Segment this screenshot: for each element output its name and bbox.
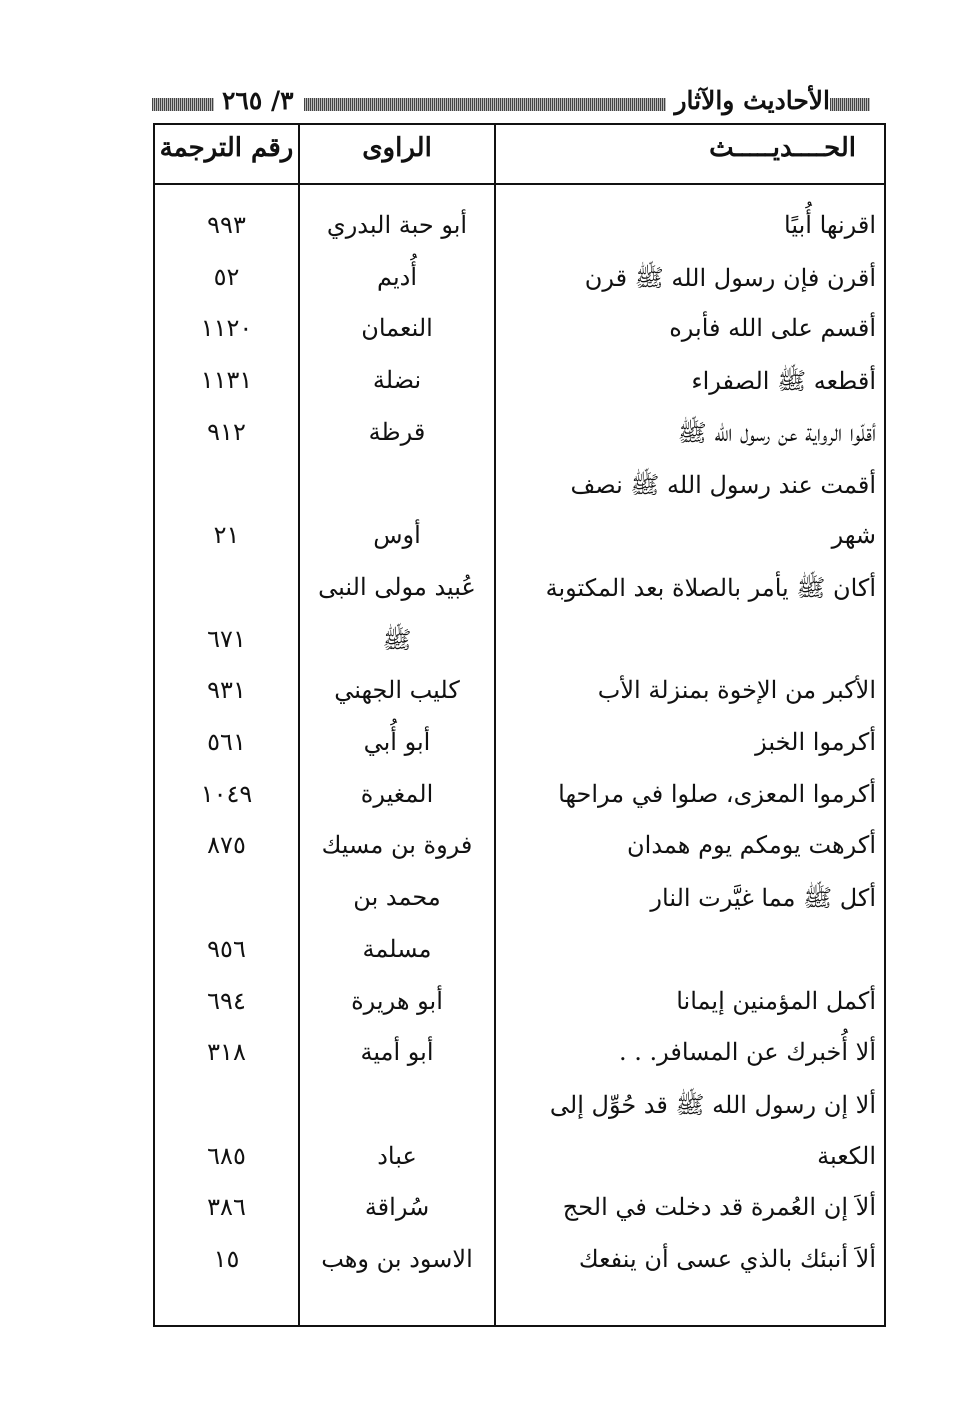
hadith-index-table xyxy=(153,123,886,1327)
bio-number-cell: ٨٧٥ xyxy=(207,831,246,860)
hadith-cell: أكان ﷺ يأمر بالصلاة بعد المكتوبة xyxy=(545,573,876,602)
header-divider xyxy=(155,183,884,185)
narrator-cell: أبو هريرة xyxy=(351,986,443,1015)
bio-number-cell: ١٥ xyxy=(213,1245,240,1273)
table-row xyxy=(155,1032,884,1082)
hadith-cell: أكرهت يومكم يوم همدان xyxy=(627,831,876,860)
section-title: الأحاديث والآثار xyxy=(674,86,830,115)
narrator-cell: محمد بن xyxy=(353,883,441,912)
bio-number-cell: ٦٨٥ xyxy=(207,1141,246,1170)
narrator-cell: أُديم xyxy=(376,262,417,291)
bio-number-cell: ٢١ xyxy=(213,521,240,550)
bio-number-cell: ٩٩٣ xyxy=(207,211,246,239)
table-row xyxy=(155,1187,884,1237)
hadith-cell: أكرموا المعزى، صلوا في مراحها xyxy=(558,779,876,808)
narrator-cell: قرظة xyxy=(368,417,426,446)
hadith-cell: شهر xyxy=(831,521,876,550)
column-header-narrator: الراوى xyxy=(362,133,432,163)
bio-number-cell: ٦٩٤ xyxy=(207,986,246,1015)
narrator-cell: المغيرة xyxy=(360,779,434,808)
table-row xyxy=(155,1136,884,1186)
table-row xyxy=(155,619,884,669)
narrator-cell: كليب الجهني xyxy=(334,676,460,705)
hadith-cell: أقمت عند رسول الله ﷺ نصف xyxy=(570,470,876,499)
hadith-cell: الأكبر من الإخوة بمنزلة الأب xyxy=(597,676,876,705)
bio-number-cell: ٣١٨ xyxy=(207,1038,246,1067)
bio-number-cell: ١٠٤٩ xyxy=(200,779,253,808)
table-row xyxy=(155,464,884,514)
narrator-cell: أبو حبة البدري xyxy=(326,211,468,239)
bio-number-cell: ٦٧١ xyxy=(207,624,246,653)
table-row xyxy=(155,412,884,462)
hadith-cell: ألاَ إن العُمرة قد دخلت في الحج xyxy=(562,1193,876,1222)
page-number: ٣/ ٢٦٥ xyxy=(222,86,294,115)
table-row xyxy=(155,670,884,720)
table-row xyxy=(155,567,884,617)
table-row xyxy=(155,257,884,307)
bio-number-cell: ٩٣١ xyxy=(207,676,246,705)
hadith-cell: ألا أُخبرك عن المسافر. . . xyxy=(618,1038,876,1067)
table-row xyxy=(155,205,884,255)
bio-number-cell: ٣٨٦ xyxy=(207,1193,246,1222)
bio-number-cell: ٥٦١ xyxy=(207,728,246,756)
hadith-cell: الكعبة xyxy=(817,1141,876,1170)
table-row xyxy=(155,308,884,358)
header-rule-left xyxy=(152,98,214,111)
bio-number-cell: ٩٥٦ xyxy=(207,934,246,963)
narrator-cell: أبو أُبي xyxy=(363,728,431,756)
hadith-cell: أكل ﷺ مما غيَّرت النار xyxy=(650,884,876,913)
table-row xyxy=(155,515,884,565)
narrator-cell: عُبيد مولى النبى xyxy=(318,572,476,601)
hadith-cell: اقرنها أُبيًا xyxy=(784,211,876,239)
hadith-cell: أكرموا الخبز xyxy=(755,728,876,756)
hadith-cell: أكمل المؤمنين إيمانا xyxy=(676,986,876,1015)
narrator-cell: نضلة xyxy=(372,366,422,395)
table-row xyxy=(155,1084,884,1134)
hadith-cell: أقسم على الله فأبره xyxy=(669,314,876,343)
bio-number-cell: ١١٢٠ xyxy=(200,314,253,343)
bio-number-cell: ٩١٢ xyxy=(207,417,246,446)
narrator-cell: أبو أمية xyxy=(360,1038,434,1067)
narrator-cell: ﷺ xyxy=(382,625,412,654)
header-rule-right xyxy=(830,98,870,111)
narrator-cell: أوس xyxy=(373,521,421,550)
table-row xyxy=(155,722,884,772)
table-row xyxy=(155,877,884,927)
hadith-cell: أقلّوا الرواية عن رسول الله ﷺ xyxy=(677,418,876,447)
table-row xyxy=(155,929,884,979)
table-row xyxy=(155,774,884,824)
column-header-bio-number: رقم الترجمة xyxy=(159,133,294,163)
hadith-cell: أقطعه ﷺ الصفراء xyxy=(691,367,876,396)
bio-number-cell: ١١٣١ xyxy=(200,366,253,395)
table-row xyxy=(155,825,884,875)
table-row xyxy=(155,1239,884,1289)
hadith-cell: ألا إن رسول الله ﷺ قد حُوِّل إلى xyxy=(549,1090,876,1119)
narrator-cell: النعمان xyxy=(361,314,433,343)
page-header xyxy=(152,84,890,118)
narrator-cell: عباد xyxy=(377,1141,417,1170)
table-row xyxy=(155,981,884,1031)
narrator-cell: فروة بن مسيك xyxy=(321,831,473,860)
hadith-cell: ألاَ أنبئك بالذي عسى أن ينفعك xyxy=(578,1245,876,1273)
bio-number-cell: ٥٢ xyxy=(213,262,240,291)
narrator-cell: سُراقة xyxy=(364,1193,430,1222)
narrator-cell: الاسود بن وهب xyxy=(321,1245,473,1273)
hadith-cell: أقرن فإن رسول الله ﷺ قرن xyxy=(584,263,876,292)
table-row xyxy=(155,360,884,410)
column-header-hadith: الحــــديـــــث xyxy=(709,133,856,163)
header-rule-middle xyxy=(304,98,666,111)
narrator-cell: مسلمة xyxy=(362,934,432,963)
